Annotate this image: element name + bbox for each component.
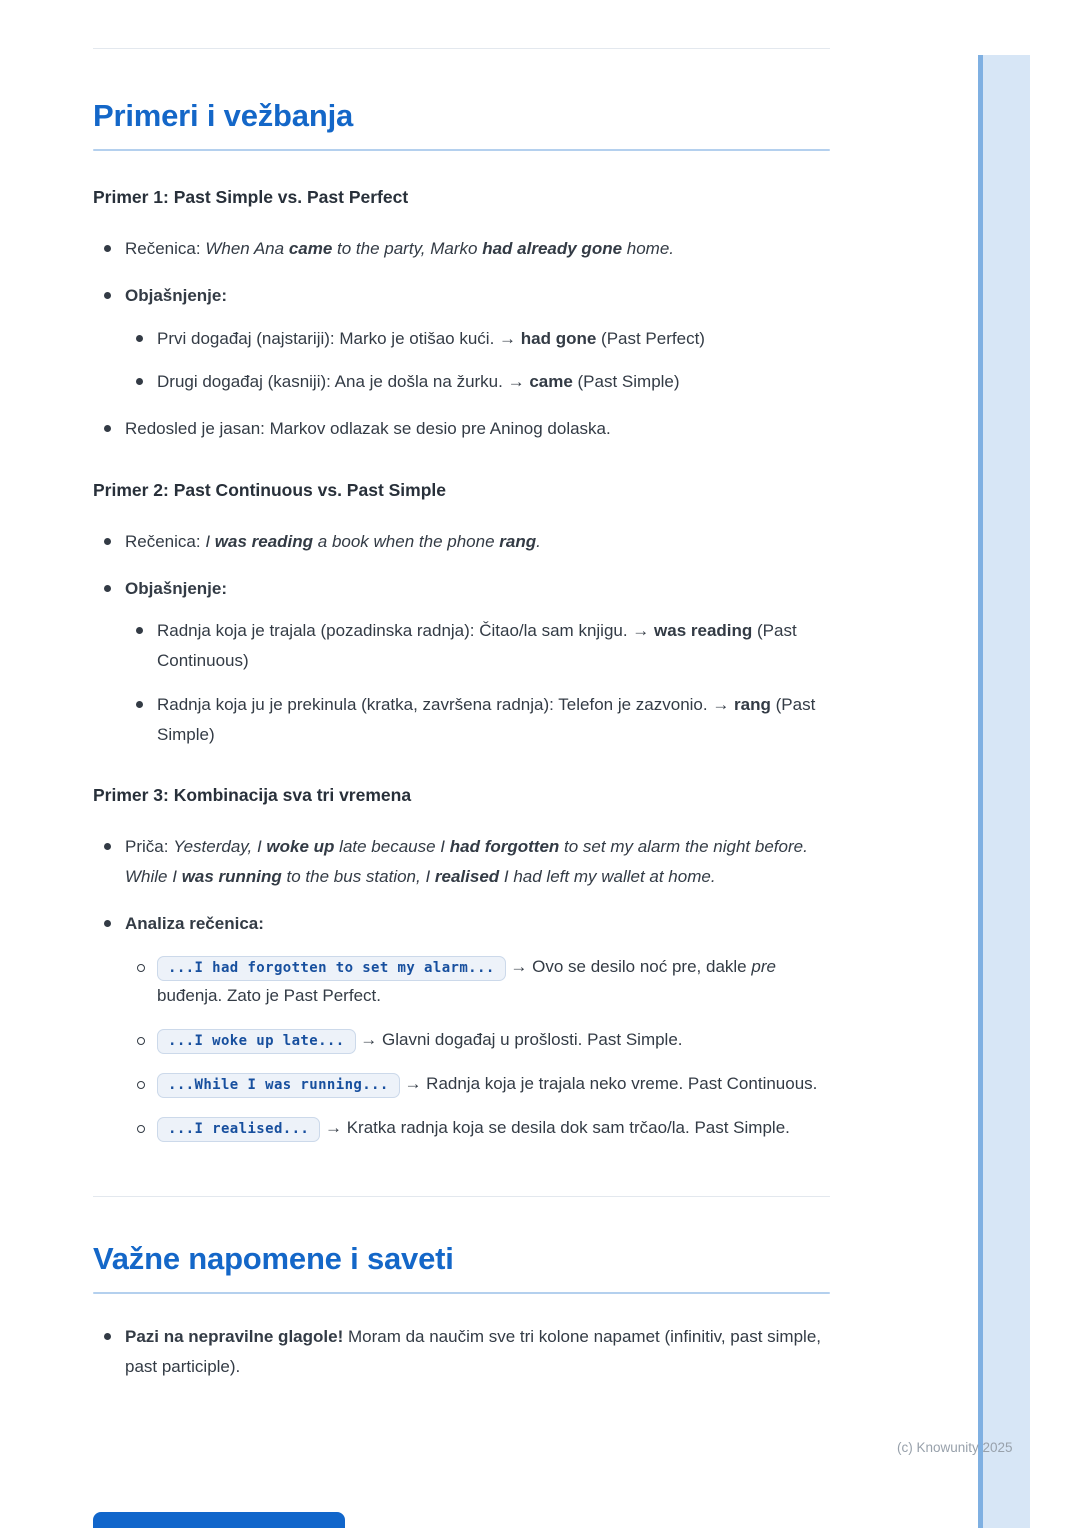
rich-text: Analiza rečenica: <box>125 913 264 933</box>
rich-text: Redosled je jasan: Markov odlazak se desio pre Aninog dolaska. <box>125 419 611 438</box>
subsection-heading-primer-2: Primer 2: Past Continuous vs. Past Simple <box>93 479 447 500</box>
rich-text: Pazi na nepravilne glagole! Moram da naučim sve tri kolone napamet (infinitiv, past simple, past participle). <box>125 1327 822 1376</box>
section-title-underline <box>93 149 830 151</box>
document-content <box>93 48 830 1399</box>
nested-bullet-list <box>125 952 830 1143</box>
bullet-list <box>93 527 830 750</box>
list-item <box>125 952 830 1012</box>
list-item <box>125 616 830 676</box>
rich-text: ...I had forgotten to set my alarm... → Ovo se desilo noć pre, dakle pre buđenja. Zato je Past Perfect. <box>157 956 776 1006</box>
rich-text: ...I woke up late... → Glavni događaj u prošlosti. Past Simple. <box>157 1030 683 1049</box>
list-item <box>125 1025 830 1055</box>
bullet-list <box>93 1322 830 1382</box>
rich-text: Radnja koja ju je prekinula (kratka, završena radnja): Telefon je zazvonio. → rang (Past Simple) <box>157 694 816 744</box>
subsection-heading-primer-3: Primer 3: Kombinacija sva tri vremena <box>93 785 412 806</box>
list-item <box>93 414 830 444</box>
list-item <box>93 527 830 557</box>
rich-text: ...I realised... → Kratka radnja koja se desila dok sam trčao/la. Past Simple. <box>157 1118 790 1137</box>
list-item <box>125 367 830 397</box>
list-item <box>93 574 830 750</box>
nested-bullet-list <box>125 324 830 398</box>
rich-text: Rečenica: I was reading a book when the phone rang. <box>125 531 541 551</box>
section-title: Važne napomene i saveti <box>93 1241 454 1277</box>
rich-text: Objašnjenje: <box>125 578 228 598</box>
list-item <box>93 909 830 1143</box>
next-block-header-edge <box>93 1512 345 1528</box>
list-item <box>125 1113 830 1143</box>
nested-bullet-list <box>125 616 830 749</box>
rich-text: Priča: Yesterday, I woke up late because I had forgotten to set my alarm the night before. While I was running to the bus station, I realised I had left my wallet at home. <box>125 837 808 886</box>
rich-text: Rečenica: When Ana came to the party, Marko had already gone home. <box>125 239 675 258</box>
rich-text: Prvi događaj (najstariji): Marko je otišao kući. → had gone (Past Perfect) <box>157 328 705 348</box>
rich-text: Drugi događaj (kasniji): Ana je došla na žurku. → came (Past Simple) <box>157 372 680 392</box>
list-item <box>93 1322 830 1382</box>
section-examples <box>93 98 830 1142</box>
rich-text: Objašnjenje: <box>125 285 228 305</box>
section-divider <box>93 1196 830 1197</box>
subsection-heading-primer-1: Primer 1: Past Simple vs. Past Perfect <box>93 187 409 207</box>
list-item <box>125 1069 830 1099</box>
list-item <box>93 832 830 892</box>
section-notes <box>93 1241 830 1382</box>
copyright-note: (c) Knowunity 2025 <box>897 1440 1013 1455</box>
list-item <box>125 690 830 750</box>
rich-text: ...While I was running... → Radnja koja je trajala neko vreme. Past Continuous. <box>157 1074 817 1093</box>
bullet-list <box>93 234 830 444</box>
bullet-list <box>93 832 830 1142</box>
rich-text: Radnja koja je trajala (pozadinska radnja): Čitao/la sam knjigu. → was reading (Past Continuous) <box>157 621 797 670</box>
list-item <box>125 324 830 354</box>
viewer-background-strip <box>978 55 1030 1528</box>
section-title-underline <box>93 1292 830 1294</box>
list-item <box>93 234 830 264</box>
section-title: Primeri i vežbanja <box>93 98 354 133</box>
list-item <box>93 281 830 397</box>
